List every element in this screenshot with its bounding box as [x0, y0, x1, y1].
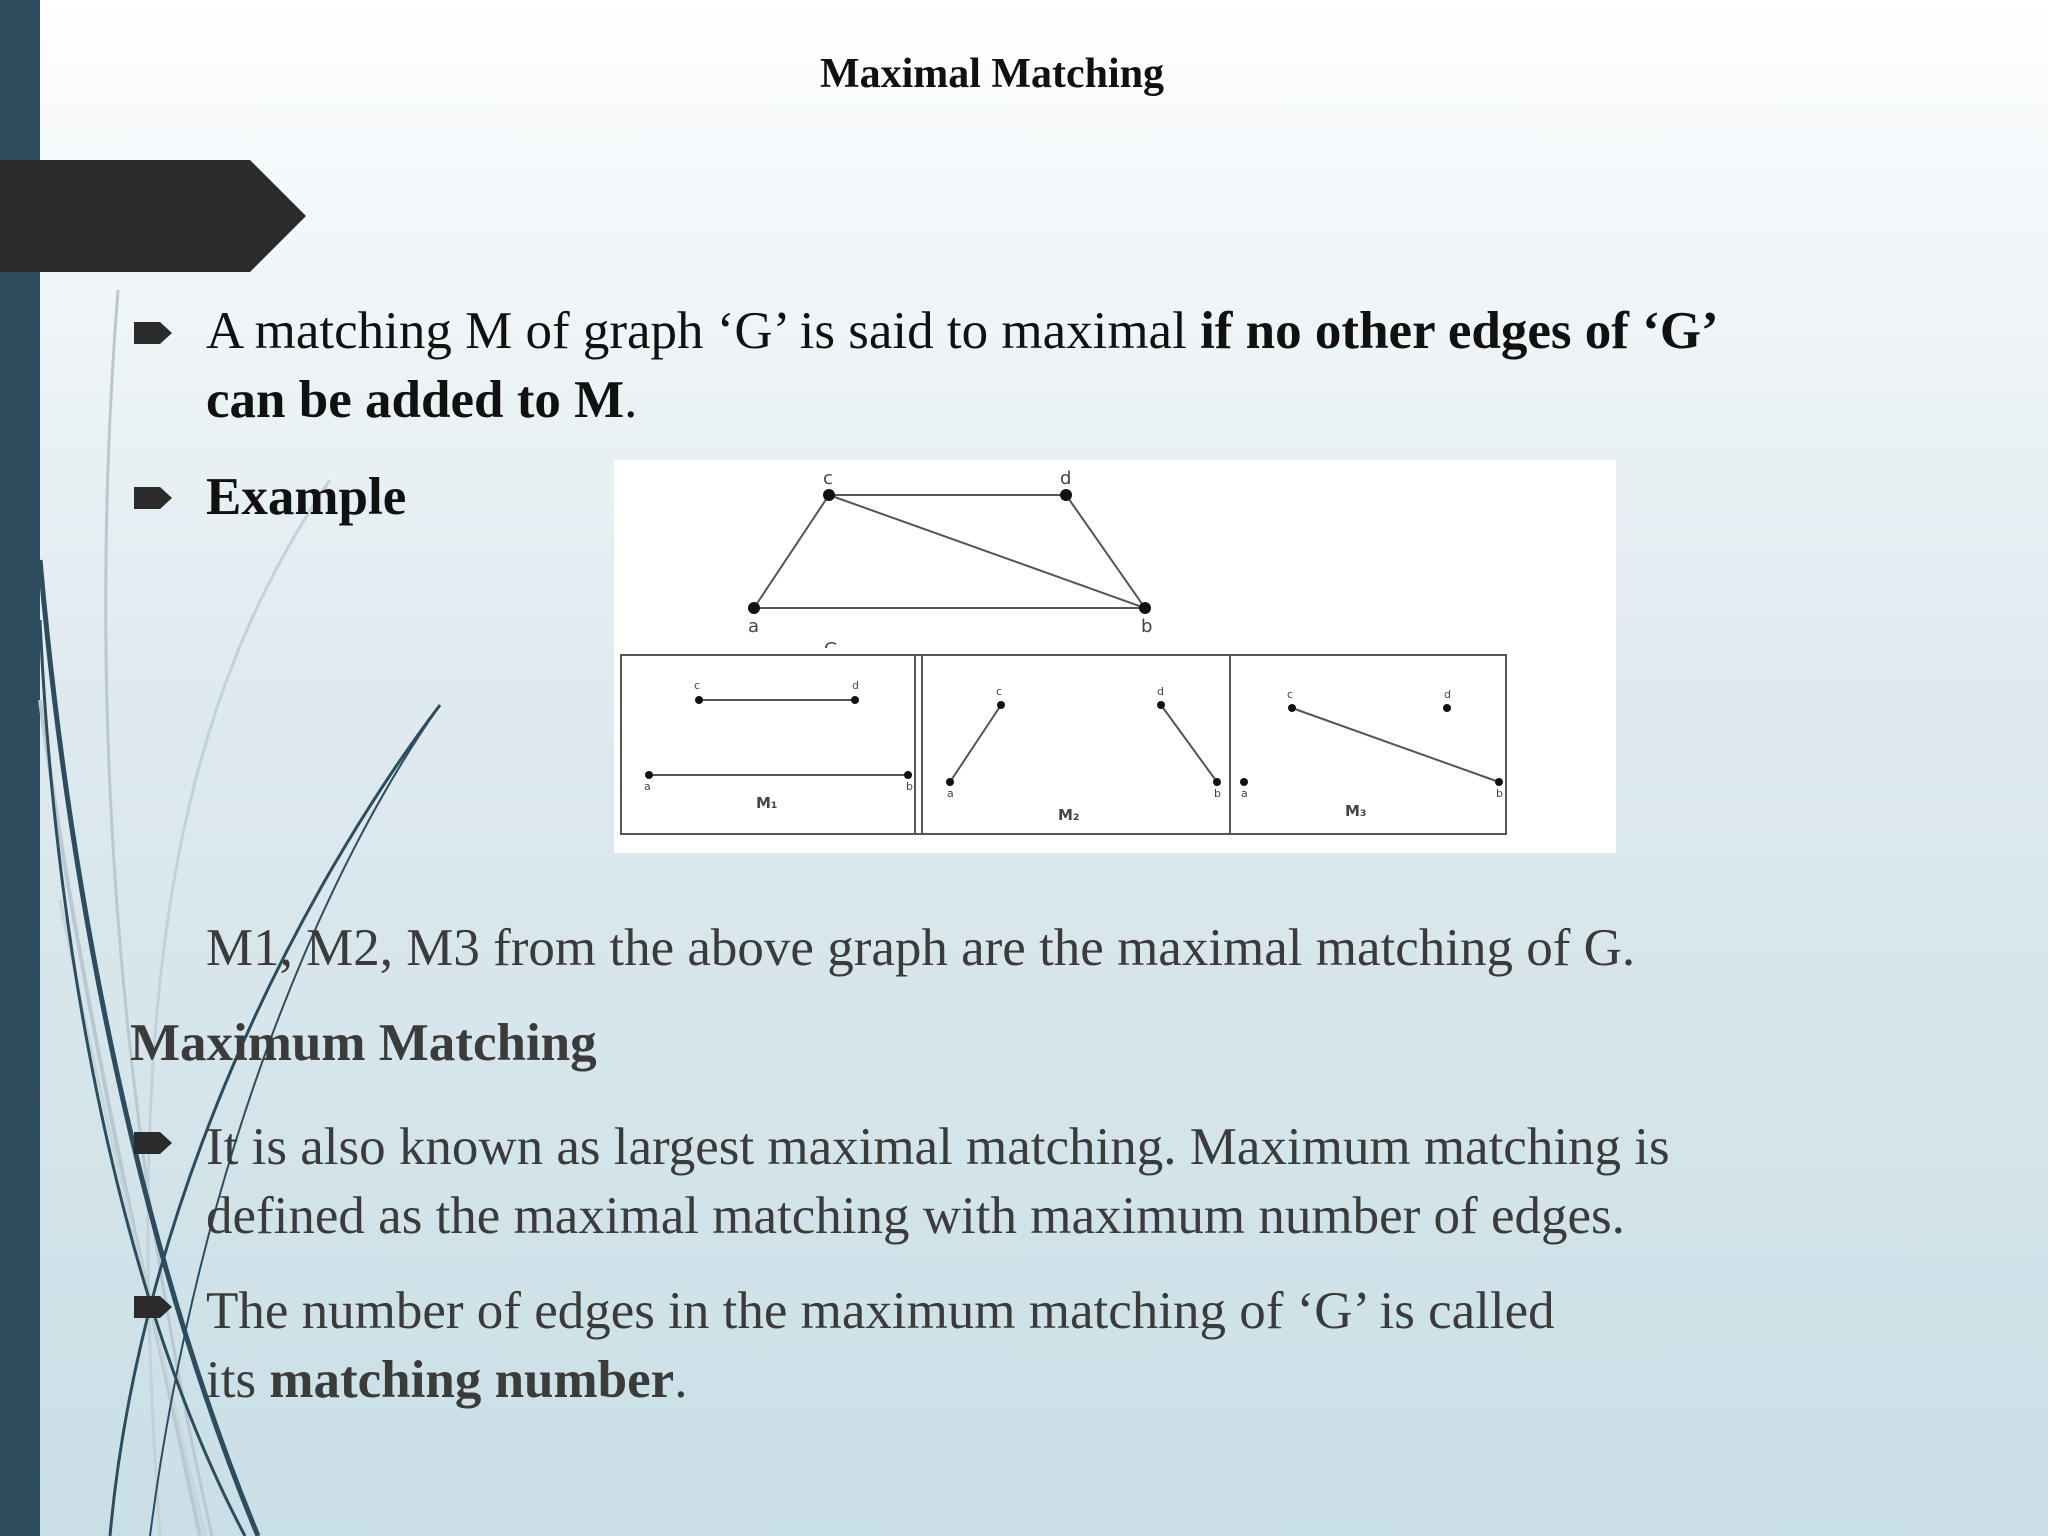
- edge-db: [1066, 495, 1145, 608]
- vertex-a: [748, 602, 760, 614]
- vertex-b: [1139, 602, 1151, 614]
- m2-vertex-a: [946, 778, 954, 786]
- m2-vertex-d: [1157, 701, 1165, 709]
- m3-vertex-a: [1240, 778, 1248, 786]
- maximum-definition-line-1: It is also known as largest maximal matching. Maximum matching is: [206, 1118, 1670, 1176]
- label-a: a: [748, 616, 760, 637]
- m2-vertex-b: [1213, 778, 1221, 786]
- definition-bold-text-2: can be added to M: [206, 371, 625, 429]
- maximum-definition-line-2: defined as the maximal matching with maximum number of edges.: [206, 1187, 1625, 1245]
- m3-label-d: d: [1444, 688, 1451, 701]
- m2-vertex-c: [997, 701, 1005, 709]
- m2-edge-ca: [950, 705, 1001, 782]
- label-c: c: [823, 468, 833, 489]
- m1-label-b: b: [906, 780, 913, 793]
- edge-cb: [829, 495, 1145, 608]
- panel-M2: [946, 685, 1221, 824]
- m1-vertex-b: [904, 771, 912, 779]
- panel-M1: [644, 679, 913, 812]
- matching-example-figure: [614, 460, 1616, 853]
- panel-M3: [1240, 688, 1503, 820]
- arrow-bullet-icon: [134, 1296, 172, 1318]
- m2-label-d: d: [1157, 685, 1164, 698]
- m1-panel-label: M₁: [756, 794, 778, 812]
- matching-number-line-1: The number of edges in the maximum matching of ‘G’ is called: [206, 1282, 1555, 1340]
- label-b: b: [1141, 616, 1153, 637]
- label-d: d: [1060, 468, 1072, 489]
- title-arrow-tab: [0, 160, 306, 272]
- edge-ca: [754, 495, 829, 608]
- definition-bold-text: if no other edges of ‘G’: [1200, 302, 1719, 360]
- m3-edge-cb: [1292, 708, 1499, 782]
- m3-vertex-b: [1495, 778, 1503, 786]
- m1-label-a: a: [644, 780, 651, 793]
- m3-panel-label: M₃: [1345, 802, 1367, 820]
- m2-label-a: a: [947, 787, 954, 800]
- matching-number-term: matching number: [269, 1351, 675, 1409]
- graph-G: [748, 468, 1152, 660]
- m1-vertex-c: [695, 696, 703, 704]
- slide-title: Maximal Matching: [819, 51, 1165, 97]
- m2-panel-label: M₂: [1058, 806, 1080, 824]
- panel-M3-frame: [1230, 655, 1506, 834]
- maximum-matching-heading: Maximum Matching: [130, 1014, 597, 1072]
- vertex-c: [823, 489, 835, 501]
- definition-period: .: [624, 371, 638, 429]
- bullet-maximal-definition: [206, 297, 1930, 435]
- m3-vertex-c: [1288, 704, 1296, 712]
- m2-label-c: c: [996, 685, 1003, 698]
- m3-label-c: c: [1287, 688, 1294, 701]
- m3-label-b: b: [1496, 787, 1503, 800]
- bullet-maximum-definition: [206, 1113, 1906, 1251]
- m1-vertex-a: [645, 771, 653, 779]
- vertex-d: [1060, 489, 1072, 501]
- m2-edge-db: [1161, 705, 1217, 782]
- bullet-example: Example: [206, 468, 407, 526]
- m1-label-c: c: [694, 679, 701, 692]
- m3-label-a: a: [1241, 787, 1248, 800]
- maximal-matching-note: M1, M2, M3 from the above graph are the maximal matching of G.: [206, 919, 1636, 977]
- bullet-matching-number: [206, 1277, 1906, 1415]
- m3-vertex-d: [1443, 704, 1451, 712]
- matching-graph-diagram: [614, 460, 1616, 853]
- arrow-bullet-icon: [134, 322, 172, 344]
- m1-label-d: d: [852, 679, 859, 692]
- m1-vertex-d: [851, 696, 859, 704]
- arrow-bullet-icon: [134, 487, 172, 509]
- arrow-bullet-icon: [134, 1132, 172, 1154]
- matching-number-line-2: [206, 1346, 1906, 1415]
- matching-number-prefix: its: [206, 1351, 257, 1409]
- matching-number-period: .: [674, 1351, 688, 1409]
- definition-text: A matching M of graph ‘G’ is said to maximal: [206, 302, 1187, 360]
- m2-label-b: b: [1214, 787, 1221, 800]
